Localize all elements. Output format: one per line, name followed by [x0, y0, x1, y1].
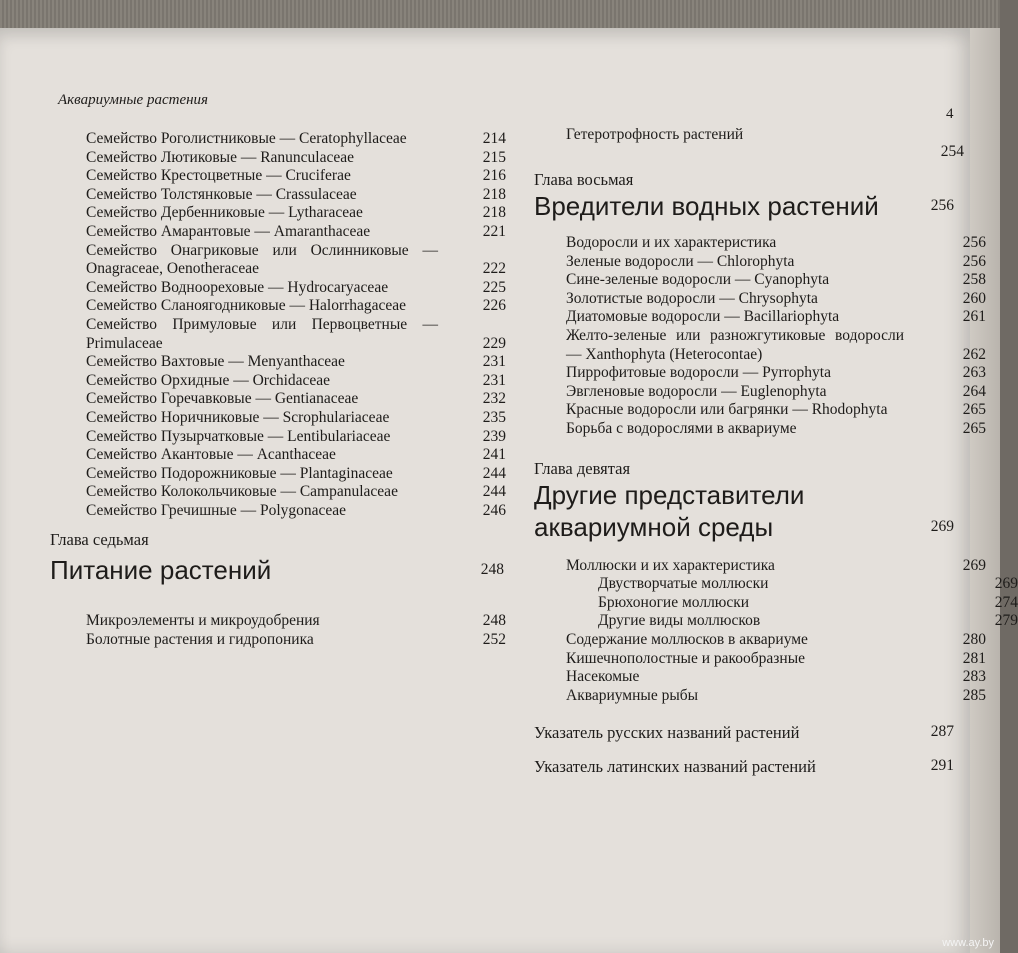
toc-entry-text: Красные водоросли или багрянки — Rhodophyta — [566, 401, 888, 419]
toc-entry-text: Семейство Амарантовые — Amaranthaceae — [86, 222, 371, 240]
toc-entry-text: Семейство Пузырчатковые — Lentibulariaceae — [86, 427, 391, 445]
toc-entry-text: Другие виды моллюсков — [598, 612, 761, 630]
toc-entry — [534, 650, 986, 669]
toc-entry — [534, 668, 986, 687]
toc-entry — [86, 631, 506, 650]
toc-entry — [534, 271, 986, 290]
toc-entry-page: 232 — [482, 390, 506, 408]
toc-entry-page: 264 — [962, 382, 986, 400]
toc-entry-text: Семейство Колокольчиковые — Campanulaceae — [86, 483, 398, 501]
toc-entry-text: Семейство Акантовые — Acanthaceae — [86, 446, 336, 464]
toc-entry-page: 218 — [482, 204, 506, 222]
toc-entry-page: 265 — [962, 401, 986, 419]
toc-entry-text: Гетеротрофность растений — [566, 126, 744, 143]
toc-entry-page: 280 — [962, 630, 986, 648]
chapter8-title-text: Вредители водных растений — [534, 191, 879, 221]
page-number: 4 — [946, 106, 954, 122]
chapter8-label: Глава восьмая — [534, 170, 634, 189]
toc-entry-text: Семейство Орхидные — Orchidaceae — [86, 371, 331, 389]
toc-entry-text: Желто-зеленые или разножгутиковые водоросли — Xanthophyta (Heterocontae) — [566, 326, 904, 363]
chapter7-title — [50, 554, 506, 586]
chapter7-page: 248 — [480, 561, 504, 579]
toc-entry-page: 222 — [482, 260, 506, 278]
toc-entry-page: 281 — [962, 649, 986, 667]
toc-entry-text: Кишечнополостные и ракообразные — [566, 649, 806, 667]
index-russian-page: 287 — [930, 723, 954, 741]
toc-entry-page: 260 — [962, 289, 986, 307]
chapter8-page: 256 — [930, 197, 954, 214]
chapter9-title-text: Другие представители аквариумной среды — [534, 479, 805, 542]
toc-entry — [86, 372, 506, 391]
toc-entry — [86, 130, 506, 149]
toc-entry-text: Семейство Примуловые или Первоцветные — Primulaceae — [86, 315, 438, 352]
chapter8-toc-list — [534, 234, 986, 439]
index-russian — [534, 723, 954, 743]
toc-entry-text: Пиррофитовые водоросли — Pyrrophyta — [566, 364, 831, 382]
toc-entry-page: 283 — [962, 668, 986, 686]
right-column — [534, 126, 1018, 777]
toc-entry-page: 229 — [482, 334, 506, 352]
index-russian-text: Указатель русских названий растений — [534, 723, 800, 743]
chapter8-title — [534, 190, 954, 222]
toc-entry-page: 274 — [994, 593, 1018, 611]
toc-entry-text: Семейство Норичниковые — Scrophulariaceae — [86, 408, 390, 426]
toc-entry-page: 231 — [482, 353, 506, 371]
toc-entry-text: Семейство Подорожниковые — Plantaginaceae — [86, 464, 393, 482]
toc-entry-page: 244 — [482, 483, 506, 501]
toc-entry — [534, 594, 1018, 613]
toc-entry-page: 279 — [994, 612, 1018, 630]
toc-entry — [534, 575, 1018, 594]
toc-entry — [534, 290, 986, 309]
toc-entry — [534, 383, 986, 402]
toc-entry-page: 258 — [962, 271, 986, 289]
toc-entry — [534, 364, 986, 383]
toc-entry — [534, 687, 986, 706]
toc-entry-page: 263 — [962, 364, 986, 382]
toc-entry-page: 285 — [962, 686, 986, 704]
toc-entry-page: 214 — [482, 130, 506, 147]
toc-entry-text: Семейство Гречишные — Polygonaceae — [86, 501, 347, 519]
chapter7-toc-list — [86, 612, 506, 649]
chapter9-toc-list — [534, 556, 1018, 706]
toc-entry-text: Зеленые водоросли — Chlorophyta — [566, 252, 795, 270]
toc-entry-text: Болотные растения и гидропоника — [86, 631, 314, 649]
toc-entry-page: 225 — [482, 278, 506, 296]
toc-entry-text: Водоросли и их характеристика — [566, 234, 777, 251]
toc-entry — [86, 612, 506, 631]
toc-entry-page: 252 — [482, 631, 506, 649]
toc-entry — [86, 353, 506, 372]
toc-entry-page: 261 — [962, 308, 986, 326]
toc-entry-text: Микроэлементы и микроудобрения — [86, 612, 320, 630]
toc-entry-page: 246 — [482, 501, 506, 519]
chapter9-page: 269 — [930, 517, 954, 535]
toc-entry — [86, 465, 506, 484]
book-cover-edge — [0, 0, 1000, 30]
toc-entry-page: 215 — [482, 148, 506, 166]
toc-entry-page: 226 — [482, 297, 506, 315]
index-latin-page: 291 — [930, 757, 954, 775]
toc-entry — [534, 126, 964, 162]
toc-entry-page: 235 — [482, 408, 506, 426]
toc-entry-page: 216 — [482, 167, 506, 185]
chapter7-title-text: Питание растений — [50, 555, 272, 586]
toc-entry-page: 265 — [962, 419, 986, 437]
toc-entry-text: Семейство Водноореховые — Hydrocaryaceae — [86, 278, 389, 296]
toc-entry-text: Брюхоногие моллюски — [598, 593, 750, 611]
toc-entry — [86, 204, 506, 223]
toc-entry-text: Семейство Дербенниковые — Lytharaceae — [86, 204, 363, 222]
toc-entry — [534, 401, 986, 420]
toc-entry — [86, 149, 506, 168]
toc-entry-text: Семейство Горечавковые — Gentianaceae — [86, 390, 359, 408]
toc-entry-text: Золотистые водоросли — Chrysophyta — [566, 289, 818, 307]
toc-entry-text: Диатомовые водоросли — Bacillariophyta — [566, 308, 840, 326]
toc-entry-text: Двустворчатые моллюски — [598, 575, 769, 593]
toc-entry — [86, 279, 506, 298]
toc-entry-text: Содержание моллюсков в аквариуме — [566, 630, 808, 648]
index-latin — [534, 757, 954, 777]
toc-entry — [86, 502, 506, 521]
chapter9-title — [534, 479, 954, 543]
running-head: Аквариумные растения — [58, 92, 209, 108]
chapter7-label: Глава седьмая — [50, 530, 149, 550]
toc-entry-text: Моллюски и их характеристика — [566, 556, 775, 574]
chapter9-label: Глава девятая — [534, 458, 631, 478]
toc-entry — [86, 316, 506, 353]
toc-entry — [86, 390, 506, 409]
index-latin-text: Указатель латинских названий растений — [534, 757, 816, 777]
page-edge — [970, 28, 1000, 953]
toc-entry — [86, 223, 506, 242]
toc-entry-page: 248 — [482, 612, 506, 630]
toc-entry-text: Насекомые — [566, 668, 640, 686]
toc-entry-page: 244 — [482, 464, 506, 482]
toc-entry-page: 239 — [482, 427, 506, 445]
toc-entry-text: Семейство Крестоцветные — Cruciferae — [86, 167, 351, 185]
toc-entry — [534, 420, 986, 439]
toc-entry-text: Семейство Толстянковые — Crassulaceae — [86, 185, 357, 203]
toc-entry — [86, 428, 506, 447]
toc-entry — [86, 186, 506, 205]
toc-entry-page: 254 — [940, 143, 964, 161]
toc-entry-page: 221 — [482, 222, 506, 240]
toc-entry — [534, 308, 986, 327]
toc-entry-page: 262 — [962, 345, 986, 363]
toc-entry — [534, 631, 986, 650]
toc-entry-text: Семейство Сланоягодниковые — Halorrhagaceae — [86, 297, 407, 315]
left-toc-list — [86, 130, 506, 520]
toc-entry — [86, 167, 506, 186]
toc-entry-text: Борьба с водорослями в аквариуме — [566, 419, 797, 437]
watermark: www.ay.by — [942, 937, 994, 949]
toc-entry — [86, 446, 506, 465]
toc-entry-text: Семейство Вахтовые — Menyanthaceae — [86, 353, 345, 371]
toc-entry — [534, 327, 986, 364]
toc-entry-text: Эвгленовые водоросли — Euglenophyta — [566, 382, 827, 400]
toc-entry — [534, 557, 986, 576]
toc-entry — [86, 483, 506, 502]
toc-entry — [534, 612, 1018, 631]
toc-entry-text: Семейство Роголистниковые — Ceratophyllaceae — [86, 130, 407, 147]
toc-entry-page: 269 — [994, 575, 1018, 593]
toc-entry-page: 256 — [962, 234, 986, 251]
toc-entry-page: 218 — [482, 185, 506, 203]
left-column — [50, 130, 506, 650]
toc-entry-text: Семейство Онагриковые или Ослинниковые — Onagraceae, Oenotheraceae — [86, 241, 438, 278]
toc-entry — [86, 297, 506, 316]
toc-entry-page: 269 — [962, 556, 986, 574]
toc-entry-text: Семейство Лютиковые — Ranunculaceae — [86, 148, 354, 166]
toc-entry-page: 256 — [962, 252, 986, 270]
toc-entry-text: Сине-зеленые водоросли — Cyanophyta — [566, 271, 830, 289]
toc-entry — [534, 234, 986, 253]
toc-entry — [534, 253, 986, 272]
toc-entry-page: 241 — [482, 446, 506, 464]
toc-entry-page: 231 — [482, 371, 506, 389]
toc-entry-text: Аквариумные рыбы — [566, 686, 699, 704]
toc-entry — [86, 409, 506, 428]
toc-entry — [86, 242, 506, 279]
